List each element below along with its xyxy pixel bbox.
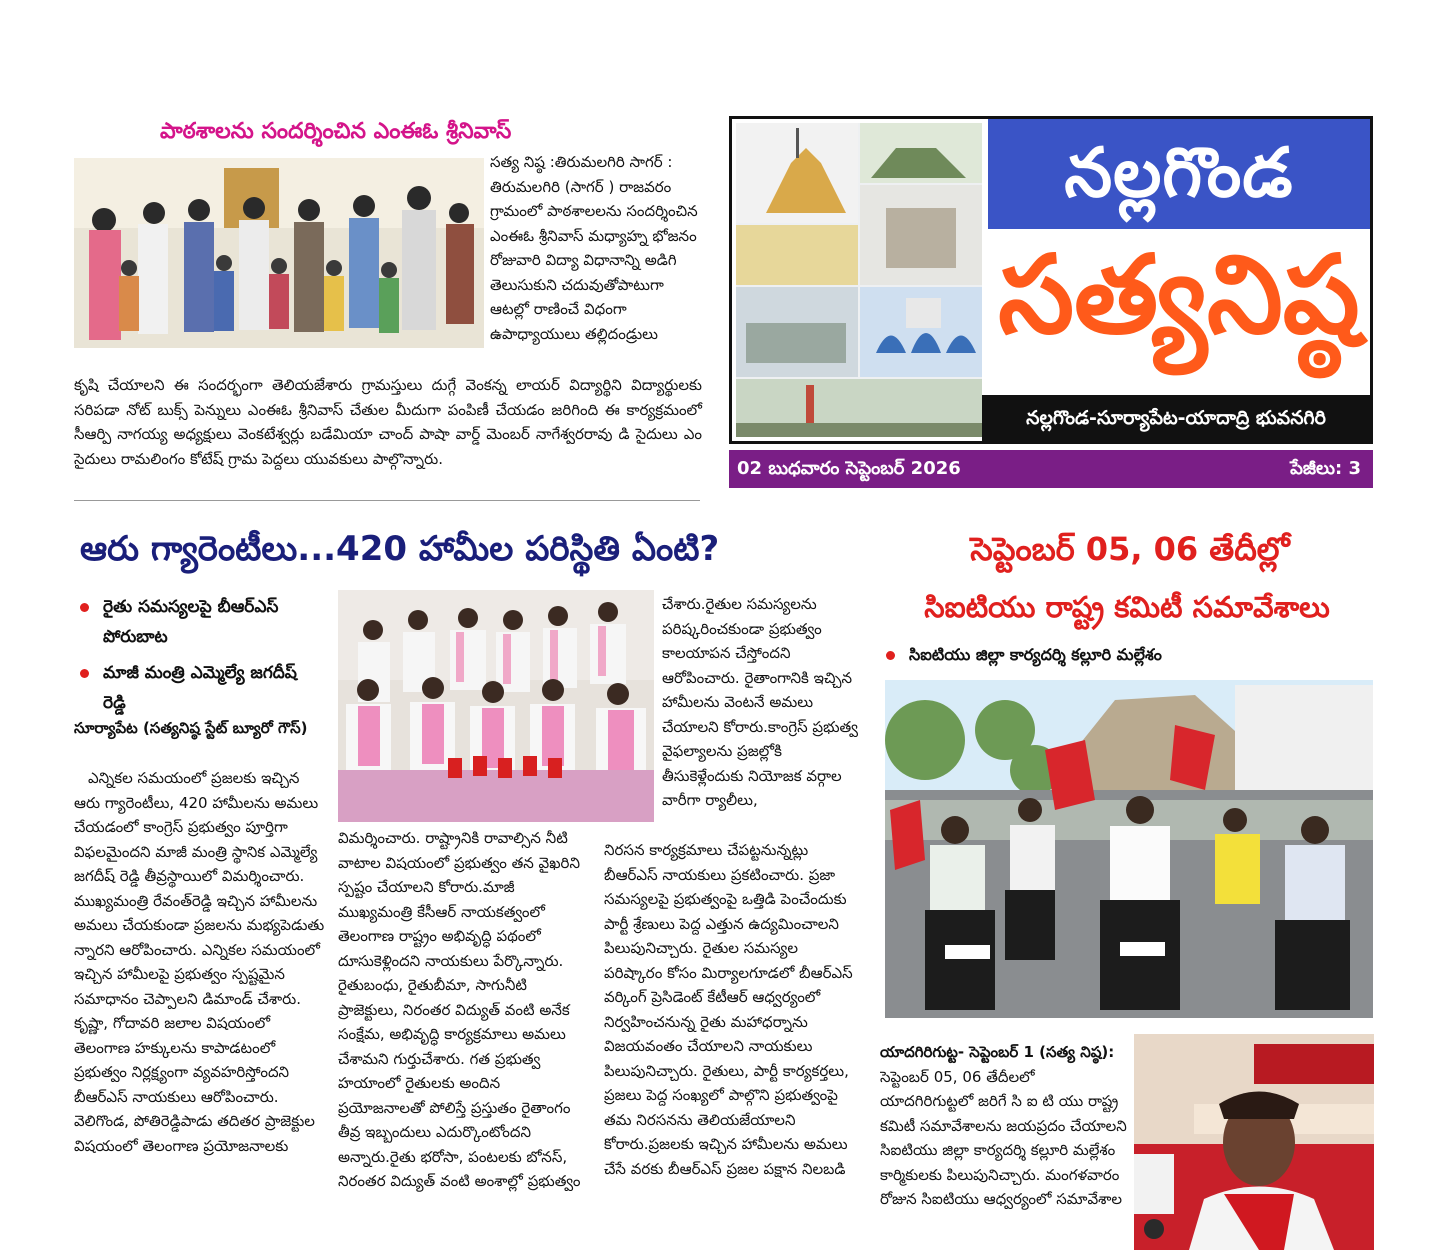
page-count: పేజీలు: 3 xyxy=(1290,458,1361,479)
masthead-paper-name: సత్యనిష్ఠ xyxy=(998,233,1360,358)
right-story-bullet-text: సిఐటియు జిల్లా కార్యదర్శి కల్లూరి మల్లేశం xyxy=(909,645,1162,664)
top-story-headline: పాఠశాలను సందర్శించిన ఎంఈఓ శ్రీనివాస్ xyxy=(160,119,512,144)
top-story-body-right: సత్య నిష్ఠ :తిరుమలగిరి సాగర్ : తిరుమలగిరి (సాగర్ ) రాజవరం గ్రామంలో పాఠశాలలను సందర్శించిన ఎంఈఓ శ్రీనివాస్ మధ్యాహ్న భోజనం రోజువారి విద్యా విధానాన్ని అడిగి తెలుసుకుని చదువుతోపాటుగా ఆటల్లో రాణించే విధంగా ఉపాధ్యాయులు తల్లిదండ్రులు xyxy=(490,153,698,343)
school-visit-photo xyxy=(74,158,484,348)
right-story-text xyxy=(880,1040,1128,1250)
issue-date: 02 బుధవారం సెప్టెంబర్ 2026 xyxy=(737,458,961,479)
right-story-body: సెప్టెంబర్ 05, 06 తేదీలలో యాదగిరిగుట్టలో జరిగే సి ఐ టి యు రాష్ట్ర కమిటీ సమావేశాలను జయప్రదం చేయాలని సిఐటియు జిల్లా కార్యదర్శి కల్లూరి మల్లేశం కార్మికులకు పిలుపునిచ్చారు. మంగళవారం రోజున సిఐటియు ఆధ్వర్యంలో సమావేశాల xyxy=(880,1067,1127,1208)
main-story-col1: ఎన్నికల సమయంలో ప్రజలకు ఇచ్చిన ఆరు గ్యారెంటీలు, 420 హామీలను అమలు చేయడంలో కాంగ్రెస్ ప్రభుత్వం పూర్తిగా విఫలమైందని మాజీ మంత్రి స్థానిక ఎమ్మెల్యే జగదీష్ రెడ్డి తీవ్రస్థాయిలో విమర్శించారు. ముఖ్యమంత్రి రేవంత్‌రెడ్డి ఇచ్చిన హామీలను అమలు చేయకుండా ప్రజలను మభ్యపెడుతు న్నారని ఆరోపించారు. ఎన్నికల సమయంలో ఇచ్చిన హామీలపై ప్రభుత్వం స్పష్టమైన సమాధానం చెప్పాలని డిమాండ్ చేశారు. కృష్ణా, గోదావరి జలాల విషయంలో తెలంగాణ హక్కులను కాపాడటంలో ప్రభుత్వం నిర్లక్ష్యంగా వ్యవహరిస్తోందని బీఆర్ఎస్ నాయకులు ఆరోపించారు. వెలిగొండ, పోతిరెడ్డిపాడు తదితర ప్రాజెక్టుల విషయంలో తెలంగాణ ప్రయోజనాలకు xyxy=(74,769,325,1155)
main-story-col3-bottom: నిరసన కార్యక్రమాలు చేపట్టనున్నట్లు బీఆర్ఎస్ నాయకులు ప్రకటించారు. ప్రజా సమస్యలపై ప్రభుత్వంపై ఒత్తిడి పెంచేందుకు పార్టీ శ్రేణులు పెద్ద ఎత్తున ఉద్యమించాలని పిలుపునిచ్చారు. రైతుల సమస్యల పరిష్కారం కోసం మిర్యాలగూడలో బీఆర్ఎస్ వర్కింగ్ ప్రెసిడెంట్ కేటీఆర్ ఆధ్వర్యంలో నిర్వహించనున్న రైతు మహాధర్నాను విజయవంతం చేయాలని నాయకులు పిలుపునిచ్చారు. రైతులు, పార్టీ కార్యకర్తలు, ప్రజలు పెద్ద సంఖ్యలో పాల్గొని ప్రభుత్వంపై తమ నిరసనను తెలియజేయాలని కోరారు.ప్రజలకు ఇచ్చిన హామీలను అమలు చేసే వరకు బీఆర్ఎస్ ప్రజల పక్షాన నిలబడి xyxy=(604,841,853,1178)
main-story-bullets xyxy=(80,592,315,718)
main-bullet-1 xyxy=(80,592,315,652)
main-bullet-2 xyxy=(80,658,315,718)
date-bar xyxy=(729,450,1373,488)
bullet-dot-icon xyxy=(80,669,89,678)
masthead-title-box xyxy=(988,119,1370,229)
main-story-col3-top: చేశారు.రైతుల సమస్యలను పరిష్కరించకుండా ప్రభుత్వం కాలయాపన చేస్తోందని ఆరోపించారు. రైతాంగానికి ఇచ్చిన హామీలను వెంటనే అమలు చేయాలని కోరారు.కాంగ్రెస్ ప్రభుత్వ వైఫల్యాలను ప్రజల్లోకి తీసుకెళ్లేందుకు నియోజక వర్గాల వారీగా ర్యాలీలు, xyxy=(662,595,858,809)
right-story-bullet xyxy=(886,640,1366,670)
right-story-headline-1: సెప్టెంబర్ 05, 06 తేదీల్లో xyxy=(970,530,1290,568)
bullet-dot-icon xyxy=(80,603,89,612)
main-bullet-1-text: రైతు సమస్యలపై బీఆర్ఎస్ పోరుబాట xyxy=(103,597,279,647)
main-story-headline: ఆరు గ్యారెంటీలు...420 హామీల పరిస్థితి ఏంటి? xyxy=(80,529,720,569)
masthead xyxy=(729,116,1373,444)
section-divider xyxy=(74,500,700,501)
citu-rally-photo xyxy=(885,680,1373,1018)
brs-press-meet-photo xyxy=(338,590,654,822)
bullet-dot-icon xyxy=(886,651,895,660)
main-story-col2: విమర్శించారు. రాష్ట్రానికి రావాల్సిన నీటి వాటాల విషయంలో ప్రభుత్వం తన వైఖరిని స్పష్టం చేయాలని కోరారు.మాజీ ముఖ్యమంత్రి కేసీఆర్ నాయకత్వంలో తెలంగాణ రాష్ట్రం అభివృద్ధి పథంలో దూసుకెళ్లిందని నాయకులు పేర్కొన్నారు. రైతుబంధు, రైతుబీమా, సాగునీటి ప్రాజెక్టులు, నిరంతర విద్యుత్ వంటి అనేక సంక్షేమ, అభివృద్ధి కార్యక్రమాలు అమలు చేశామని గుర్తుచేశారు. గత ప్రభుత్వ హయాంలో రైతులకు అందిన ప్రయోజనాలతో పోలిస్తే ప్రస్తుతం రైతాంగం తీవ్ర ఇబ్బందులు ఎదుర్కొంటోందని అన్నారు.రైతు భరోసా, పంటలకు బోనస్, నిరంతర విద్యుత్ వంటి అంశాల్లో ప్రభుత్వం xyxy=(338,829,581,1190)
landmarks-collage xyxy=(736,123,982,437)
right-story-headline-2: సిఐటియు రాష్ట్ర కమిటీ సమావేశాలు xyxy=(924,590,1330,624)
masthead-districts-line: నల్లగొండ-సూర్యాపేట-యాదాద్రి భువనగిరి xyxy=(982,395,1370,441)
main-bullet-2-text: మాజీ మంత్రి ఎమ్మెల్యే జగదీష్ రెడ్డి xyxy=(103,663,297,713)
top-story-body-bottom: కృషి చేయాలని ఈ సందర్భంగా తెలియజేశారు గ్రామస్తులు దుగ్గే వెంకన్న లాయర్ విద్యార్థిని విద్యార్థులకు సరిపడా నోట్ బుక్స్ పెన్నులు ఎంఈఓ శ్రీనివాస్ చేతుల మీదుగా పంపిణీ చేయడం జరిగింది ఈ కార్యక్రమంలో సీఆర్పి నాగయ్య అధ్యక్షులు వెంకటేశ్వర్లు బడేమియా చాంద్ పాషా వార్డ్ మెంబర్ నాగేశ్వరరావు డి సైదులు ఎం సైదులు రామలింగం కోటేష్ గ్రామ పెద్దలు యువకులు పాల్గొన్నారు. xyxy=(74,376,702,468)
right-story-dateline: యాదగిరిగుట్ట- సెప్టెంబర్ 1 (సత్య నిష్ఠ): xyxy=(880,1043,1115,1061)
citu-leader-photo xyxy=(1134,1034,1374,1250)
main-story-dateline: సూర్యాపేట (సత్యనిష్ఠ స్టేట్ బ్యూరో గౌస్) xyxy=(74,719,308,737)
masthead-district-title: నల్లగొండ xyxy=(1064,134,1294,213)
